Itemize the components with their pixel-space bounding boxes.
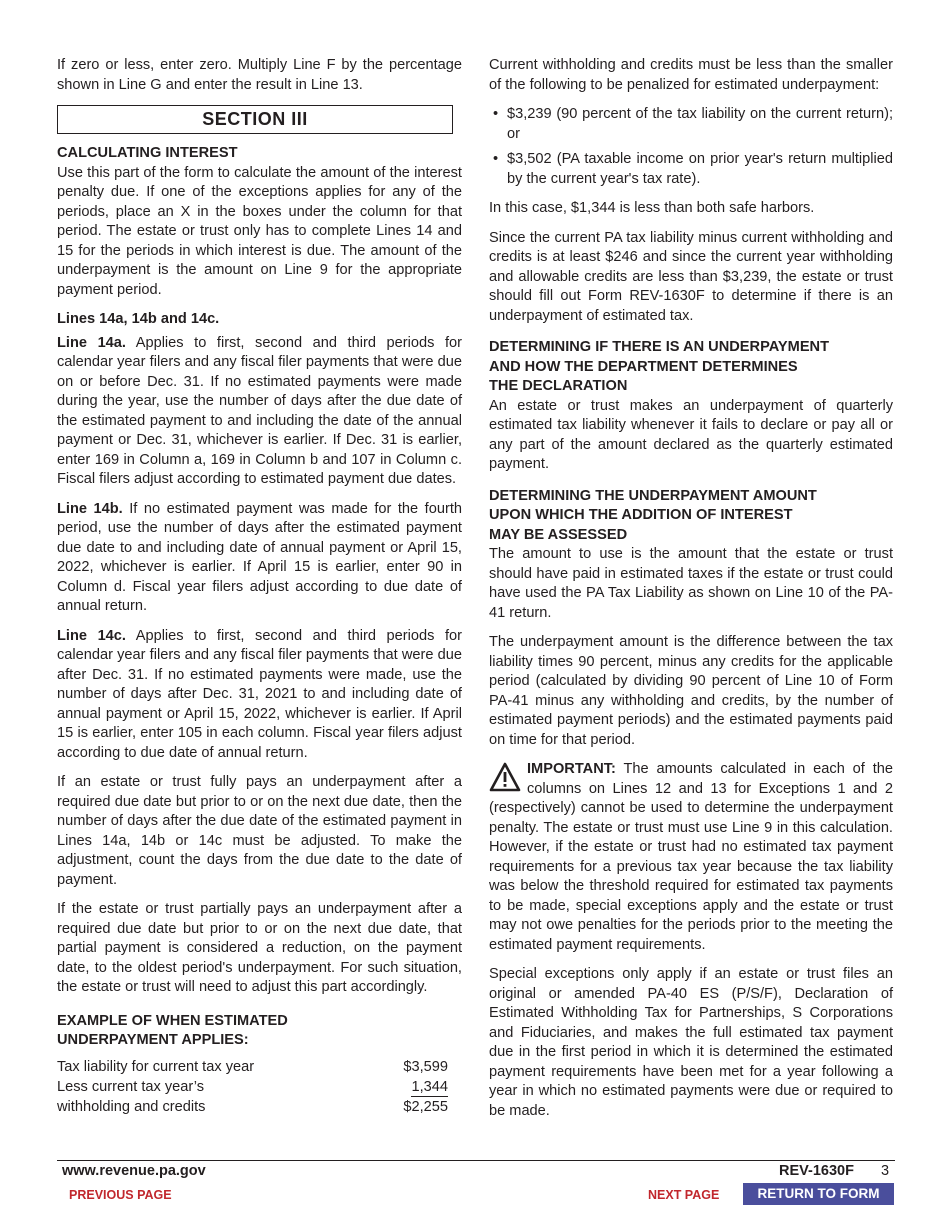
example-heading-line-1: EXAMPLE OF WHEN ESTIMATED — [57, 1012, 288, 1029]
line-14a-paragraph — [57, 334, 462, 490]
example-label: Tax liability for current tax year — [57, 1058, 255, 1075]
determining-underpayment-heading-2: AND HOW THE DEPARTMENT DETERMINES — [489, 358, 798, 375]
line-14b-label: Line 14b. — [57, 500, 123, 517]
section-iii-title: SECTION III — [57, 105, 453, 134]
important-notice — [489, 760, 893, 955]
underpayment-amount-heading-1: DETERMINING THE UNDERPAYMENT AMOUNT — [489, 487, 817, 504]
section-ii-continuation: If zero or less, enter zero. Multiply Line F by the percentage shown in Line G and enter the result in Line 13. — [57, 57, 462, 93]
important-label: IMPORTANT: — [527, 761, 616, 777]
table-row — [57, 1057, 448, 1077]
table-row — [57, 1097, 448, 1117]
lines-14-heading-text: Lines 14a, 14b and 14c. — [57, 311, 220, 327]
determining-underpayment-heading-1: DETERMINING IF THERE IS AN UNDERPAYMENT — [489, 339, 830, 355]
warning-triangle-icon — [489, 762, 521, 792]
line-14a-label: Line 14a. — [57, 334, 126, 351]
lines-14-heading — [57, 310, 462, 330]
line-14c-paragraph — [57, 627, 462, 764]
example-label: Less current tax year’s — [57, 1078, 205, 1095]
return-to-form-button[interactable]: RETURN TO FORM — [743, 1183, 894, 1205]
bullet-icon: • — [493, 106, 499, 122]
line-14b-paragraph — [57, 500, 462, 617]
footer-form-id: REV-1630F — [779, 1163, 854, 1179]
example-heading-line-2: UNDERPAYMENT APPLIES: — [57, 1032, 249, 1048]
example-amount-cell — [376, 1077, 448, 1097]
underpayment-amount-heading-2: UPON WHICH THE ADDITION OF INTEREST — [489, 507, 793, 523]
list-item-text: $3,502 (PA taxable income on prior year's return multiplied by the current year's tax rate). — [507, 151, 893, 187]
example-amount: $2,255 — [403, 1098, 448, 1115]
underpayment-definition-paragraph: The underpayment amount is the difference between the tax liability times 90 percent, minus any credits for the applicable period (calculated by dividing 90 percent of Line 10 of Form PA-41 minus any withholding and credits, by the number of estimated payment periods) and the estimated payments paid on time for that period. — [489, 634, 893, 748]
example-label: withholding and credits — [57, 1098, 206, 1115]
left-column — [57, 56, 462, 1117]
line-14c-text: Applies to first, second and third periods for calendar year filers and any fiscal filer payments that were due after Dec. 31. If no estimated payments were made, use the number of days after Dec. 31, 2021 to and including date of annual payment or April 15, 2022, whichever is earlier. If April 15 is earlier, enter 105 in each column. Fiscal year filers adjust according to due date of annual return. — [57, 627, 462, 761]
fully-pays-paragraph: If an estate or trust fully pays an underpayment after a required due date but prior to or on the next due date, then the number of days after the due date of the estimated payment in Lines 14a, 14b or 14c must be adjusted. To make the adjustment, count the days from the due date to the date of payment. — [57, 774, 462, 888]
list-item-text: $3,239 (90 percent of the tax liability on the current return); or — [507, 106, 893, 142]
line-14a-text: Applies to first, second and third periods for calendar year filers and any fiscal filer payments that were due on or before Dec. 31. If no estimated payments were made during the year, use the number of days after the due date of the estimated payment to and including the date of the annual payment or Dec. 31, whichever is earlier. If Dec. 31 is earlier, enter 169 in Column a, 169 in Column b and 107 in Column c. Fiscal filers adjust according to estimated payment due dates. — [57, 334, 462, 487]
list-item — [489, 105, 893, 144]
footer-website: www.revenue.pa.gov — [62, 1163, 206, 1179]
example-amount: $3,599 — [403, 1058, 448, 1075]
underpayment-amount-heading-3: MAY BE ASSESSED — [489, 526, 628, 543]
special-exceptions-paragraph: Special exceptions only apply if an estate or trust files an original or amended PA-40 ES (P/S/F), Declaration of Estimated Withholding Tax for Partnerships, S Corporations and Fiduciaries, and makes the full estimated tax payment due in the first period in which it is determined the estimated payment requirements have been met for a year following a year in which no estimated payments were due or required to be made. — [489, 966, 893, 1119]
safe-harbor-list — [489, 105, 893, 189]
table-row — [57, 1077, 448, 1097]
example-table — [57, 1057, 448, 1117]
line-14c-label: Line 14c. — [57, 627, 126, 644]
calculating-interest-body: Use this part of the form to calculate the amount of the interest penalty due. If one of the exceptions applies for any of the periods, place an X in the boxes under the column for that period. The estate or trust only has to complete Lines 14 and 15 for the periods in which interest is due. The amount of the underpayment is the amount on Line 9 for the appropriate payment period. — [57, 164, 462, 298]
partially-pays-paragraph: If the estate or trust partially pays an underpayment after a required due date but prior to or on the next due date, that partial payment is considered a reduction, on the payment date, to the oldest period's underpayment. For such situation, the estate or trust will need to adjust this part accordingly. — [57, 901, 462, 995]
previous-page-link[interactable]: PREVIOUS PAGE — [69, 1188, 172, 1202]
underpayment-amount-body: The amount to use is the amount that the estate or trust should have paid in estimated taxes if the estate or trust could have used the PA Tax Liability as shown on Line 10 of the PA-41 return. — [489, 546, 893, 621]
list-item — [489, 150, 893, 189]
right-column — [489, 56, 893, 1131]
footer-divider — [57, 1160, 895, 1161]
next-page-link[interactable]: NEXT PAGE — [648, 1188, 720, 1202]
determining-underpayment-body: An estate or trust makes an underpayment of quarterly estimated tax liability whenever it fails to declare or pay all or any part of the amount declared as the quarterly estimated payment. — [489, 397, 893, 472]
penalty-intro: Current withholding and credits must be less than the smaller of the following to be penalized for estimated underpayment: — [489, 57, 893, 93]
bullet-icon: • — [493, 151, 499, 167]
safe-harbors-paragraph: In this case, $1,344 is less than both safe harbors. — [489, 200, 815, 216]
line-14b-text: If no estimated payment was made for the fourth period, use the number of days after the estimated payment due date to and including date of annual payment or April 15, 2022, whichever is earlier. If April 15 is earlier, enter 90 in Column d. Fiscal year filers adjust according to due date of annual return. — [57, 500, 462, 614]
example-amount: 1,344 — [411, 1078, 448, 1095]
since-paragraph: Since the current PA tax liability minus current withholding and credits is at least $246 and since the current year withholding and allowable credits are less than $3,239, the estate or trust should fill out Form REV-1630F to determine if there is an underpayment of estimated tax. — [489, 229, 893, 324]
determining-underpayment-heading-3: THE DECLARATION — [489, 378, 628, 394]
calculating-interest-heading: CALCULATING INTEREST — [57, 145, 238, 161]
important-text: The amounts calculated in each of the columns on Lines 12 and 13 for Exceptions 1 and 2 (respectively) cannot be used to determine the underpayment penalty. The estate or trust must use Line 9 in this calculation. However, if the estate or trust had no estimated tax payment requirements for a previous tax year because the tax liability was below the threshold required for estimated tax payments to be made, special exceptions apply and the estate or trust may not owe penalties for the periods prior to the meeting the estimated payment requirements. — [489, 761, 893, 953]
footer-page-number: 3 — [881, 1163, 890, 1179]
